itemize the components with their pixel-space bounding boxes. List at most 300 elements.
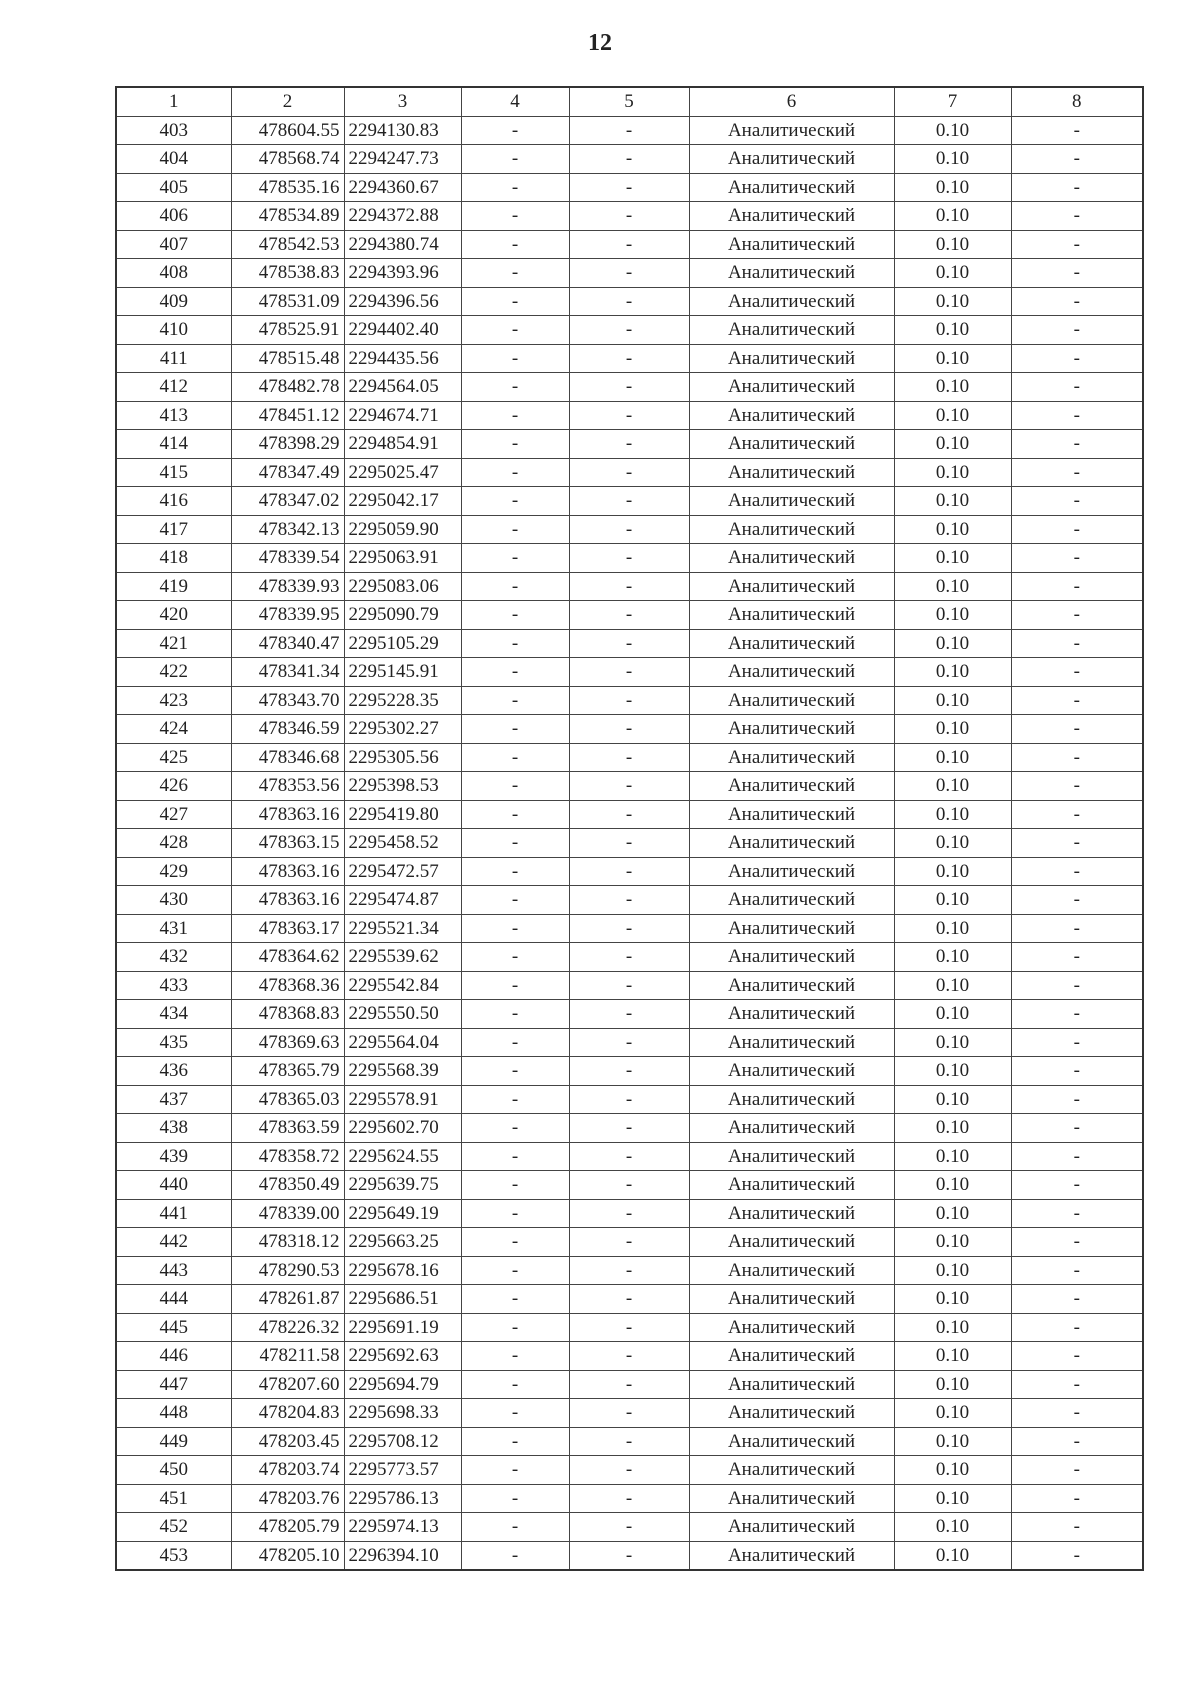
col-5-value: - (569, 971, 689, 1000)
col-8-value: - (1011, 686, 1143, 715)
col-5-value: - (569, 1285, 689, 1314)
point-number: 424 (116, 715, 231, 744)
method: Аналитический (689, 601, 894, 630)
col-5-value: - (569, 544, 689, 573)
method: Аналитический (689, 544, 894, 573)
point-number: 442 (116, 1228, 231, 1257)
col-4-value: - (461, 1028, 569, 1057)
method: Аналитический (689, 173, 894, 202)
col-5-value: - (569, 1057, 689, 1086)
col-4-value: - (461, 145, 569, 174)
point-number: 445 (116, 1313, 231, 1342)
col-8-value: - (1011, 1000, 1143, 1029)
col-5-value: - (569, 715, 689, 744)
col-5-value: - (569, 373, 689, 402)
method: Аналитический (689, 572, 894, 601)
col-5-header: 5 (569, 87, 689, 116)
col-4-value: - (461, 515, 569, 544)
col-4-value: - (461, 686, 569, 715)
table-row (116, 1399, 1143, 1428)
y-coordinate: 2295083.06 (344, 572, 461, 601)
table-row (116, 829, 1143, 858)
col-8-value: - (1011, 743, 1143, 772)
table-row (116, 145, 1143, 174)
col-5-value: - (569, 943, 689, 972)
accuracy: 0.10 (894, 401, 1011, 430)
x-coordinate: 478363.15 (231, 829, 344, 858)
col-5-value: - (569, 1256, 689, 1285)
accuracy: 0.10 (894, 857, 1011, 886)
point-number: 433 (116, 971, 231, 1000)
col-5-value: - (569, 1342, 689, 1371)
accuracy: 0.10 (894, 1000, 1011, 1029)
y-coordinate: 2295694.79 (344, 1370, 461, 1399)
col-8-value: - (1011, 829, 1143, 858)
y-coordinate: 2294130.83 (344, 116, 461, 145)
accuracy: 0.10 (894, 1541, 1011, 1570)
method: Аналитический (689, 202, 894, 231)
col-8-value: - (1011, 1399, 1143, 1428)
point-number: 415 (116, 458, 231, 487)
y-coordinate: 2295302.27 (344, 715, 461, 744)
point-number: 405 (116, 173, 231, 202)
col-4-value: - (461, 401, 569, 430)
x-coordinate: 478339.93 (231, 572, 344, 601)
col-5-value: - (569, 230, 689, 259)
accuracy: 0.10 (894, 1456, 1011, 1485)
y-coordinate: 2295042.17 (344, 487, 461, 516)
accuracy: 0.10 (894, 1228, 1011, 1257)
table-row (116, 458, 1143, 487)
col-4-value: - (461, 1541, 569, 1570)
x-coordinate: 478342.13 (231, 515, 344, 544)
method: Аналитический (689, 230, 894, 259)
col-4-value: - (461, 344, 569, 373)
y-coordinate: 2294372.88 (344, 202, 461, 231)
col-8-value: - (1011, 230, 1143, 259)
method: Аналитический (689, 829, 894, 858)
table-row (116, 1427, 1143, 1456)
point-number: 430 (116, 886, 231, 915)
y-coordinate: 2294393.96 (344, 259, 461, 288)
point-number: 409 (116, 287, 231, 316)
y-coordinate: 2295105.29 (344, 629, 461, 658)
y-coordinate: 2295025.47 (344, 458, 461, 487)
accuracy: 0.10 (894, 601, 1011, 630)
accuracy: 0.10 (894, 1114, 1011, 1143)
point-number: 443 (116, 1256, 231, 1285)
point-number: 439 (116, 1142, 231, 1171)
point-number: 420 (116, 601, 231, 630)
y-coordinate: 2295974.13 (344, 1513, 461, 1542)
point-number: 437 (116, 1085, 231, 1114)
point-number: 452 (116, 1513, 231, 1542)
x-coordinate: 478368.36 (231, 971, 344, 1000)
x-coordinate: 478347.49 (231, 458, 344, 487)
table-row (116, 772, 1143, 801)
point-number: 448 (116, 1399, 231, 1428)
y-coordinate: 2295678.16 (344, 1256, 461, 1285)
y-coordinate: 2295773.57 (344, 1456, 461, 1485)
method: Аналитический (689, 943, 894, 972)
accuracy: 0.10 (894, 173, 1011, 202)
x-coordinate: 478340.47 (231, 629, 344, 658)
col-4-value: - (461, 1114, 569, 1143)
col-8-value: - (1011, 800, 1143, 829)
col-4-value: - (461, 743, 569, 772)
x-coordinate: 478339.95 (231, 601, 344, 630)
method: Аналитический (689, 743, 894, 772)
point-number: 403 (116, 116, 231, 145)
col-8-value: - (1011, 316, 1143, 345)
col-4-value: - (461, 1313, 569, 1342)
y-coordinate: 2295474.87 (344, 886, 461, 915)
col-2-header: 2 (231, 87, 344, 116)
col-8-value: - (1011, 601, 1143, 630)
y-coordinate: 2295624.55 (344, 1142, 461, 1171)
accuracy: 0.10 (894, 515, 1011, 544)
x-coordinate: 478203.45 (231, 1427, 344, 1456)
x-coordinate: 478515.48 (231, 344, 344, 373)
col-8-value: - (1011, 544, 1143, 573)
x-coordinate: 478339.54 (231, 544, 344, 573)
table-row (116, 715, 1143, 744)
col-5-value: - (569, 743, 689, 772)
col-8-value: - (1011, 1313, 1143, 1342)
x-coordinate: 478568.74 (231, 145, 344, 174)
method: Аналитический (689, 458, 894, 487)
accuracy: 0.10 (894, 829, 1011, 858)
method: Аналитический (689, 1085, 894, 1114)
table-row (116, 1513, 1143, 1542)
col-4-value: - (461, 1513, 569, 1542)
col-8-value: - (1011, 1484, 1143, 1513)
method: Аналитический (689, 1342, 894, 1371)
method: Аналитический (689, 1456, 894, 1485)
method: Аналитический (689, 1256, 894, 1285)
col-8-value: - (1011, 857, 1143, 886)
col-4-value: - (461, 1456, 569, 1485)
point-number: 434 (116, 1000, 231, 1029)
col-8-value: - (1011, 259, 1143, 288)
point-number: 414 (116, 430, 231, 459)
point-number: 407 (116, 230, 231, 259)
col-5-value: - (569, 1199, 689, 1228)
col-5-value: - (569, 173, 689, 202)
col-5-value: - (569, 1000, 689, 1029)
method: Аналитический (689, 515, 894, 544)
point-number: 449 (116, 1427, 231, 1456)
method: Аналитический (689, 259, 894, 288)
method: Аналитический (689, 629, 894, 658)
table-row (116, 1313, 1143, 1342)
x-coordinate: 478542.53 (231, 230, 344, 259)
accuracy: 0.10 (894, 1057, 1011, 1086)
method: Аналитический (689, 800, 894, 829)
x-coordinate: 478358.72 (231, 1142, 344, 1171)
x-coordinate: 478482.78 (231, 373, 344, 402)
col-8-value: - (1011, 287, 1143, 316)
table-row (116, 800, 1143, 829)
col-8-value: - (1011, 1456, 1143, 1485)
table-row (116, 116, 1143, 145)
col-8-value: - (1011, 629, 1143, 658)
point-number: 425 (116, 743, 231, 772)
table-row (116, 202, 1143, 231)
accuracy: 0.10 (894, 914, 1011, 943)
point-number: 419 (116, 572, 231, 601)
y-coordinate: 2295708.12 (344, 1427, 461, 1456)
col-8-value: - (1011, 772, 1143, 801)
accuracy: 0.10 (894, 686, 1011, 715)
x-coordinate: 478363.16 (231, 800, 344, 829)
x-coordinate: 478363.16 (231, 857, 344, 886)
point-number: 406 (116, 202, 231, 231)
x-coordinate: 478350.49 (231, 1171, 344, 1200)
y-coordinate: 2294854.91 (344, 430, 461, 459)
col-8-value: - (1011, 715, 1143, 744)
accuracy: 0.10 (894, 1427, 1011, 1456)
x-coordinate: 478353.56 (231, 772, 344, 801)
col-4-value: - (461, 1199, 569, 1228)
col-4-value: - (461, 316, 569, 345)
method: Аналитический (689, 1142, 894, 1171)
table-row (116, 230, 1143, 259)
method: Аналитический (689, 1427, 894, 1456)
table-row (116, 1370, 1143, 1399)
x-coordinate: 478347.02 (231, 487, 344, 516)
col-8-value: - (1011, 658, 1143, 687)
col-5-value: - (569, 1114, 689, 1143)
col-8-value: - (1011, 401, 1143, 430)
x-coordinate: 478364.62 (231, 943, 344, 972)
method: Аналитический (689, 1399, 894, 1428)
col-8-value: - (1011, 116, 1143, 145)
y-coordinate: 2294360.67 (344, 173, 461, 202)
accuracy: 0.10 (894, 1142, 1011, 1171)
method: Аналитический (689, 1313, 894, 1342)
method: Аналитический (689, 715, 894, 744)
y-coordinate: 2294674.71 (344, 401, 461, 430)
method: Аналитический (689, 1541, 894, 1570)
col-5-value: - (569, 515, 689, 544)
table-row (116, 743, 1143, 772)
y-coordinate: 2295568.39 (344, 1057, 461, 1086)
y-coordinate: 2295458.52 (344, 829, 461, 858)
table-row (116, 1199, 1143, 1228)
col-4-value: - (461, 800, 569, 829)
point-number: 428 (116, 829, 231, 858)
method: Аналитический (689, 686, 894, 715)
accuracy: 0.10 (894, 145, 1011, 174)
col-4-value: - (461, 1228, 569, 1257)
point-number: 418 (116, 544, 231, 573)
col-5-value: - (569, 601, 689, 630)
x-coordinate: 478343.70 (231, 686, 344, 715)
table-row (116, 430, 1143, 459)
col-4-value: - (461, 971, 569, 1000)
method: Аналитический (689, 287, 894, 316)
table-row (116, 373, 1143, 402)
accuracy: 0.10 (894, 1484, 1011, 1513)
y-coordinate: 2295090.79 (344, 601, 461, 630)
table-row (116, 1256, 1143, 1285)
point-number: 413 (116, 401, 231, 430)
col-4-value: - (461, 1256, 569, 1285)
accuracy: 0.10 (894, 1513, 1011, 1542)
col-5-value: - (569, 658, 689, 687)
col-4-value: - (461, 629, 569, 658)
col-5-value: - (569, 259, 689, 288)
x-coordinate: 478346.68 (231, 743, 344, 772)
col-5-value: - (569, 886, 689, 915)
col-5-value: - (569, 1085, 689, 1114)
col-4-value: - (461, 259, 569, 288)
accuracy: 0.10 (894, 487, 1011, 516)
y-coordinate: 2295639.75 (344, 1171, 461, 1200)
col-4-value: - (461, 230, 569, 259)
x-coordinate: 478365.03 (231, 1085, 344, 1114)
page-number: 12 (588, 30, 612, 56)
x-coordinate: 478604.55 (231, 116, 344, 145)
accuracy: 0.10 (894, 1342, 1011, 1371)
method: Аналитический (689, 401, 894, 430)
col-8-value: - (1011, 1142, 1143, 1171)
col-4-value: - (461, 287, 569, 316)
accuracy: 0.10 (894, 886, 1011, 915)
col-8-value: - (1011, 943, 1143, 972)
y-coordinate: 2295521.34 (344, 914, 461, 943)
accuracy: 0.10 (894, 458, 1011, 487)
x-coordinate: 478531.09 (231, 287, 344, 316)
point-number: 432 (116, 943, 231, 972)
col-5-value: - (569, 316, 689, 345)
col-8-value: - (1011, 1057, 1143, 1086)
accuracy: 0.10 (894, 1313, 1011, 1342)
table-row (116, 1484, 1143, 1513)
col-5-value: - (569, 1142, 689, 1171)
col-5-value: - (569, 686, 689, 715)
method: Аналитический (689, 971, 894, 1000)
point-number: 435 (116, 1028, 231, 1057)
x-coordinate: 478226.32 (231, 1313, 344, 1342)
accuracy: 0.10 (894, 1085, 1011, 1114)
point-number: 426 (116, 772, 231, 801)
x-coordinate: 478368.83 (231, 1000, 344, 1029)
table-row (116, 287, 1143, 316)
method: Аналитический (689, 1171, 894, 1200)
col-5-value: - (569, 800, 689, 829)
y-coordinate: 2295228.35 (344, 686, 461, 715)
col-4-value: - (461, 772, 569, 801)
col-4-value: - (461, 1142, 569, 1171)
col-5-value: - (569, 914, 689, 943)
col-5-value: - (569, 829, 689, 858)
table-row (116, 1057, 1143, 1086)
y-coordinate: 2295564.04 (344, 1028, 461, 1057)
col-5-value: - (569, 1228, 689, 1257)
table-row (116, 487, 1143, 516)
method: Аналитический (689, 373, 894, 402)
col-4-value: - (461, 1171, 569, 1200)
x-coordinate: 478211.58 (231, 1342, 344, 1371)
col-4-value: - (461, 658, 569, 687)
col-5-value: - (569, 401, 689, 430)
method: Аналитический (689, 1114, 894, 1143)
point-number: 421 (116, 629, 231, 658)
table-row (116, 971, 1143, 1000)
col-8-value: - (1011, 1085, 1143, 1114)
method: Аналитический (689, 886, 894, 915)
col-8-value: - (1011, 1342, 1143, 1371)
accuracy: 0.10 (894, 373, 1011, 402)
y-coordinate: 2294380.74 (344, 230, 461, 259)
accuracy: 0.10 (894, 116, 1011, 145)
accuracy: 0.10 (894, 1399, 1011, 1428)
point-number: 427 (116, 800, 231, 829)
col-5-value: - (569, 458, 689, 487)
col-4-value: - (461, 1285, 569, 1314)
accuracy: 0.10 (894, 629, 1011, 658)
table-row (116, 572, 1143, 601)
table-row (116, 1000, 1143, 1029)
y-coordinate: 2294396.56 (344, 287, 461, 316)
y-coordinate: 2295059.90 (344, 515, 461, 544)
accuracy: 0.10 (894, 943, 1011, 972)
col-8-value: - (1011, 202, 1143, 231)
table-row (116, 943, 1143, 972)
col-8-value: - (1011, 1285, 1143, 1314)
col-8-value: - (1011, 458, 1143, 487)
col-5-value: - (569, 772, 689, 801)
col-4-value: - (461, 857, 569, 886)
point-number: 417 (116, 515, 231, 544)
table-row (116, 1541, 1143, 1570)
y-coordinate: 2295542.84 (344, 971, 461, 1000)
table-row (116, 686, 1143, 715)
y-coordinate: 2295698.33 (344, 1399, 461, 1428)
accuracy: 0.10 (894, 1370, 1011, 1399)
col-8-value: - (1011, 373, 1143, 402)
y-coordinate: 2294402.40 (344, 316, 461, 345)
col-4-value: - (461, 1484, 569, 1513)
point-number: 451 (116, 1484, 231, 1513)
x-coordinate: 478203.74 (231, 1456, 344, 1485)
col-4-value: - (461, 1342, 569, 1371)
table-row (116, 316, 1143, 345)
method: Аналитический (689, 116, 894, 145)
point-number: 453 (116, 1541, 231, 1570)
table-row (116, 658, 1143, 687)
accuracy: 0.10 (894, 259, 1011, 288)
table-row (116, 515, 1143, 544)
method: Аналитический (689, 1484, 894, 1513)
accuracy: 0.10 (894, 772, 1011, 801)
accuracy: 0.10 (894, 344, 1011, 373)
col-4-value: - (461, 173, 569, 202)
point-number: 441 (116, 1199, 231, 1228)
col-3-header: 3 (344, 87, 461, 116)
col-5-value: - (569, 344, 689, 373)
table-row (116, 1171, 1143, 1200)
col-8-value: - (1011, 1513, 1143, 1542)
accuracy: 0.10 (894, 1256, 1011, 1285)
accuracy: 0.10 (894, 800, 1011, 829)
point-number: 416 (116, 487, 231, 516)
col-8-value: - (1011, 173, 1143, 202)
col-5-value: - (569, 145, 689, 174)
col-4-header: 4 (461, 87, 569, 116)
